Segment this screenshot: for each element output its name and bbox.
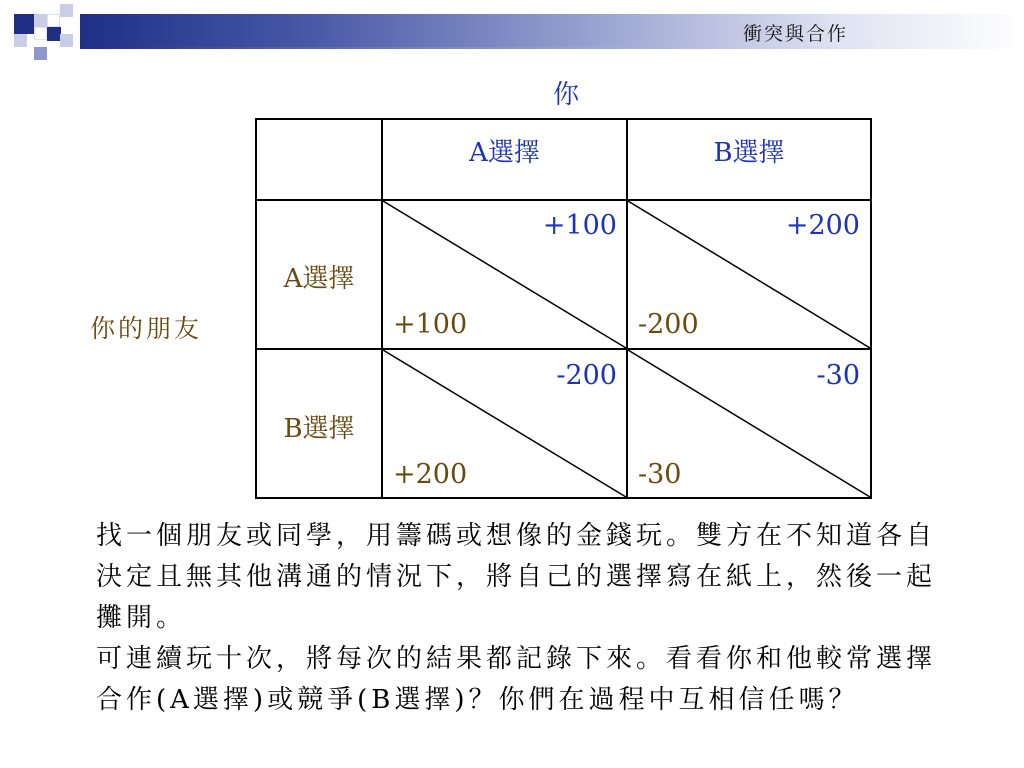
payoff-friend-ab: -200 (638, 309, 699, 340)
column-header-b: B選擇 (713, 138, 785, 168)
decorative-square (47, 27, 61, 41)
decorative-square (60, 34, 73, 47)
row-player-label: 你的朋友 (90, 314, 203, 343)
header-bar (80, 14, 1024, 47)
decorative-square (34, 47, 47, 60)
payoff-you-ba: -200 (556, 360, 617, 391)
payoff-you-ab: +200 (785, 210, 860, 241)
instructions (96, 516, 946, 721)
slide-title: 衝突與合作 (742, 23, 848, 45)
column-header-a: A選擇 (469, 138, 540, 168)
instructions-paragraph-2: 可連續玩十次，將每次的結果都記錄下來。看看你和他較常選擇合作(A選擇)或競爭(B選擇)？你們在過程中互相信任嗎？ (96, 644, 937, 715)
decorative-square (14, 14, 34, 34)
row-header-a: A選擇 (283, 264, 355, 294)
payoff-you-bb: -30 (816, 360, 860, 391)
decorative-square (47, 14, 60, 27)
payoff-friend-aa: +100 (393, 309, 468, 340)
decorative-square (34, 27, 47, 40)
payoff-friend-bb: -30 (638, 459, 682, 490)
payoff-friend-ba: +200 (393, 459, 468, 490)
row-header-b: B選擇 (283, 414, 355, 444)
payoff-matrix (255, 118, 872, 499)
decorative-square (34, 14, 47, 27)
decorative-square (14, 34, 27, 47)
payoff-you-aa: +100 (542, 210, 617, 241)
header-divider (80, 47, 1024, 49)
decorative-square (60, 4, 73, 17)
column-player-label: 你 (552, 80, 579, 110)
instructions-paragraph-1: 找一個朋友或同學，用籌碼或想像的金錢玩。雙方在不知道各自決定且無其他溝通的情況下，將自己的選擇寫在紙上，然後一起攤開。 (96, 521, 937, 633)
